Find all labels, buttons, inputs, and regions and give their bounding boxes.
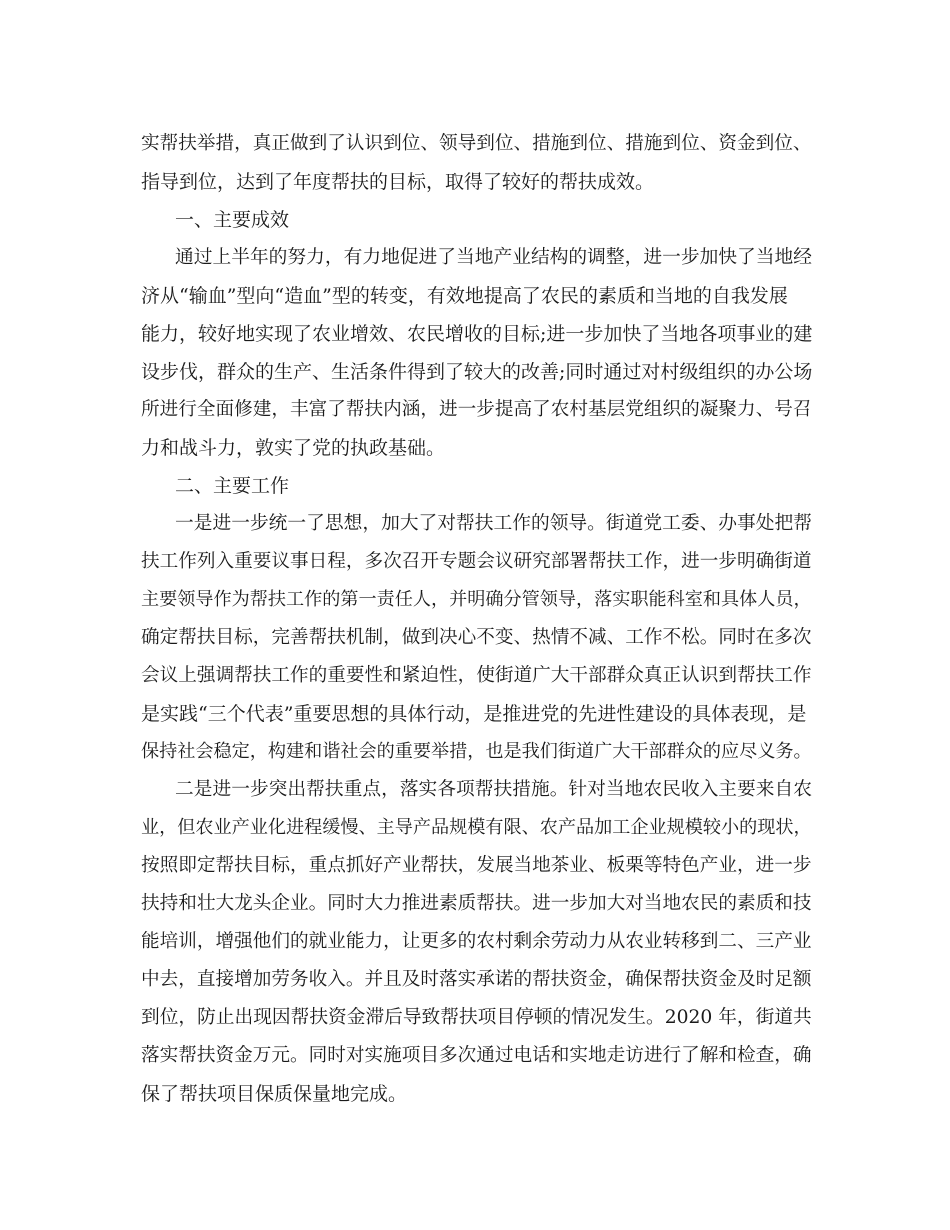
paragraph-line: 确定帮扶目标，完善帮扶机制，做到决心不变、热情不减、工作不松。同时在多次 (141, 627, 812, 648)
paragraph-line: 业，但农业产业化进程缓慢、主导产品规模有限、农产品加工企业规模较小的现状， (141, 817, 812, 838)
paragraph-line: 中去，直接增加劳务收入。并且及时落实承诺的帮扶资金，确保帮扶资金及时足额 (141, 969, 812, 990)
paragraph-line: 能力，较好地实现了农业增效、农民增收的目标;进一步加快了当地各项事业的建 (141, 323, 813, 345)
paragraph-line: 二是进一步突出帮扶重点，落实各项帮扶措施。针对当地农民收入主要来自农 (175, 779, 812, 800)
paragraph-line: 扶工作列入重要议事日程，多次召开专题会议研究部署帮扶工作，进一步明确街道 (141, 551, 812, 572)
paragraph-line: 指导到位，达到了年度帮扶的目标，取得了较好的帮扶成效。 (141, 171, 655, 193)
paragraph-line: 主要领导作为帮扶工作的第一责任人，并明确分管领导，落实职能科室和具体人员， (141, 589, 812, 610)
paragraph-line: 保了帮扶项目保质保量地完成。 (141, 1083, 408, 1105)
paragraph-line: 一是进一步统一了思想，加大了对帮扶工作的领导。街道党工委、办事处把帮 (175, 513, 812, 534)
paragraph-line: 扶持和壮大龙头企业。同时大力推进素质帮扶。进一步加大对当地农民的素质和技 (141, 893, 812, 914)
paragraph-line: 实帮扶举措，真正做到了认识到位、领导到位、措施到位、措施到位、资金到位、 (141, 133, 812, 154)
paragraph-line: 所进行全面修建，丰富了帮扶内涵，进一步提高了农村基层党组织的凝聚力、号召 (141, 399, 812, 420)
paragraph-line: 是实践“三个代表”重要思想的具体行动，是推进党的先进性建设的具体表现，是 (141, 703, 807, 725)
paragraph-line: 落实帮扶资金万元。同时对实施项目多次通过电话和实地走访进行了解和检查，确 (141, 1045, 812, 1066)
paragraph-line: 能培训，增强他们的就业能力，让更多的农村剩余劳动力从农业转移到二、三产业 (141, 931, 812, 952)
section-heading: 一、主要成效 (175, 209, 290, 231)
paragraph-line: 会议上强调帮扶工作的重要性和紧迫性，使街道广大干部群众真正认识到帮扶工作 (141, 665, 812, 686)
paragraph-line: 力和战斗力，敦实了党的执政基础。 (141, 437, 446, 459)
paragraph-line: 保持社会稳定，构建和谐社会的重要举措，也是我们街道广大干部群众的应尽义务。 (141, 741, 812, 762)
paragraph-line: 设步伐，群众的生产、生活条件得到了较大的改善;同时通过对村级组织的办公场 (141, 361, 813, 383)
paragraph-line: 通过上半年的努力，有力地促进了当地产业结构的调整，进一步加快了当地经 (175, 247, 812, 268)
paragraph-line: 按照即定帮扶目标，重点抓好产业帮扶，发展当地茶业、板栗等特色产业，进一步 (141, 855, 812, 876)
paragraph-line: 济从“输血”型向“造血”型的转变，有效地提高了农民的素质和当地的自我发展 (141, 285, 788, 307)
paragraph-line: 到位，防止出现因帮扶资金滞后导致帮扶项目停顿的情况发生。2020 年，街道共 (141, 1007, 812, 1028)
section-heading: 二、主要工作 (175, 475, 290, 497)
